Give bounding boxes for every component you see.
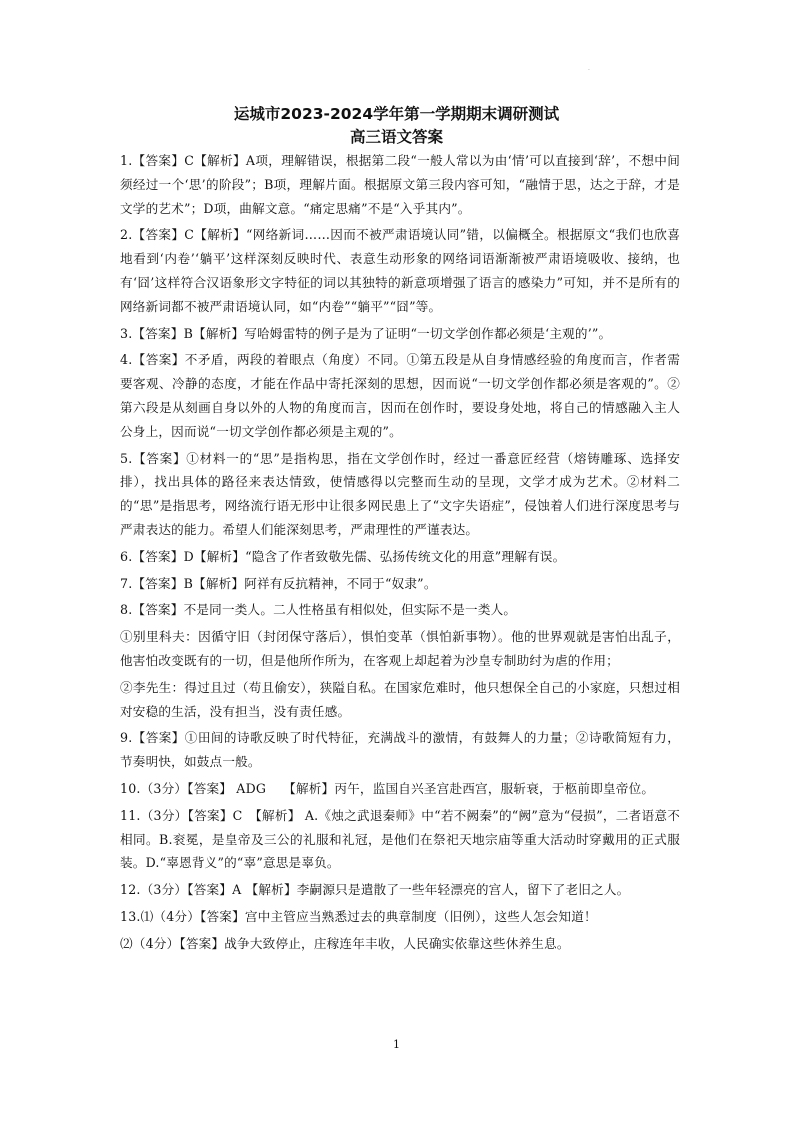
answer-9: 9.【答案】①田间的诗歌反映了时代特征，充满战斗的激情，有鼓舞人的力量；②诗歌简短有力，节奏明快，如鼓点一般。 bbox=[120, 730, 680, 770]
answer-10: 10.（3分）【答案】 ADG 【解析】丙午，监国自兴圣宫赴西宫，服斩衰，于柩前即皇帝位。 bbox=[120, 780, 655, 796]
answer-list bbox=[120, 149, 680, 959]
scan-dot: . bbox=[588, 65, 590, 72]
answer-3: 3.【答案】B【解析】写哈姆雷特的例子是为了证明“一切文学创作都必须是‘主观的’”。 bbox=[120, 325, 612, 341]
page-title: 运城市2023-2024学年第一学期期末调研测试 bbox=[233, 105, 560, 123]
answer-2: 2.【答案】C【解析】“网络新词……因而不被严肃语境认同”错，以偏概全。根据原文“我们也欣喜地看到‘内卷’‘躺平’这样深刻反映时代、表意生动形象的网络词语渐渐被严肃语境吸收、接纳，也有‘囧’这样符合汉语象形文字特征的词以其独特的新意项增强了语言的感染力”可知，并不是所有的网络新词都不被严肃语境认同，如“内卷”“躺平”“囧”等。 bbox=[120, 227, 680, 314]
answer-8-point-1: ①别里科夫：因循守旧（封闭保守落后），惧怕变革（惧怕新事物）。他的世界观就是害怕出乱子，他害怕改变既有的一切，但是他所作所为，在客观上却起着为沙皇专制助纣为虐的作用； bbox=[120, 629, 680, 668]
page-number: 1 bbox=[393, 1038, 400, 1051]
page-subtitle: 高三语文答案 bbox=[349, 128, 443, 146]
answer-8: 8.【答案】不是同一类人。二人性格虽有相似处，但实际不是一类人。 bbox=[120, 602, 517, 618]
answer-11: 11.（3分）【答案】C 【解析】 A.《烛之武退秦师》中“若不阙秦”的“阙”意为“侵损”，二者语意不相同。B.衮冕，是皇帝及三公的礼服和礼冠，是他们在祭祀天地宗庙等重大活动时穿戴用的正式服装。D.“辜恩背义”的“辜”意思是辜负。 bbox=[120, 807, 680, 871]
answer-13-1: 13.⑴（4分）【答案】宫中主管应当熟悉过去的典章制度（旧例），这些人怎会知道！ bbox=[120, 908, 597, 924]
answer-13-2: ⑵（4分）【答案】战争大致停止，庄稼连年丰收，人民确实依靠这些休养生息。 bbox=[120, 935, 570, 951]
answer-5: 5.【答案】①材料一的“思”是指构思，指在文学创作时，经过一番意匠经营（熔铸雕琢、选择安排），找出具体的路径来表达情致，使情感得以完整而生动的呈现，文学才成为艺术。②材料二的“思”是指思考，网络流行语无形中让很多网民患上了“文字失语症”，侵蚀着人们进行深度思考与严肃表达的能力。希望人们能深刻思考，严肃理性的严谨表达。 bbox=[120, 450, 680, 537]
answer-7: 7.【答案】B【解析】阿祥有反抗精神，不同于“奴隶”。 bbox=[120, 575, 437, 591]
answer-12: 12.（3分）【答案】A 【解析】李嗣源只是遣散了一些年轻漂亮的宫人，留下了老旧之人。 bbox=[120, 882, 630, 898]
answer-8-point-2: ②李先生：得过且过（苟且偷安），狭隘自私。在国家危难时，他只想保全自己的小家庭，只想过相对安稳的生活，没有担当，没有责任感。 bbox=[120, 679, 680, 719]
answer-4: 4.【答案】不矛盾，两段的着眼点（角度）不同。①第五段是从自身情感经验的角度而言，作者需要客观、冷静的态度，才能在作品中寄托深刻的思想，因而说“一切文学创作都必须是客观的”。②第六段是从刻画自身以外的人物的角度而言，因而在创作时，要设身处地，将自己的情感融入主人公身上，因而说“一切文学创作都必须是主观的”。 bbox=[120, 352, 680, 439]
answer-1: 1.【答案】C【解析】A项，理解错误，根据第二段“一般人常以为由‘情’可以直接到‘辞’，不想中间须经过一个‘思’的阶段”；B项，理解片面。根据原文第三段内容可知，“融情于思，达之于辞，才是文学的艺术”；D项，曲解文意。“痛定思痛”不是“入乎其内”。 bbox=[120, 153, 680, 216]
title-block bbox=[0, 103, 793, 149]
answer-6: 6.【答案】D【解析】“隐含了作者致敬先儒、弘扬传统文化的用意”理解有误。 bbox=[120, 548, 566, 564]
